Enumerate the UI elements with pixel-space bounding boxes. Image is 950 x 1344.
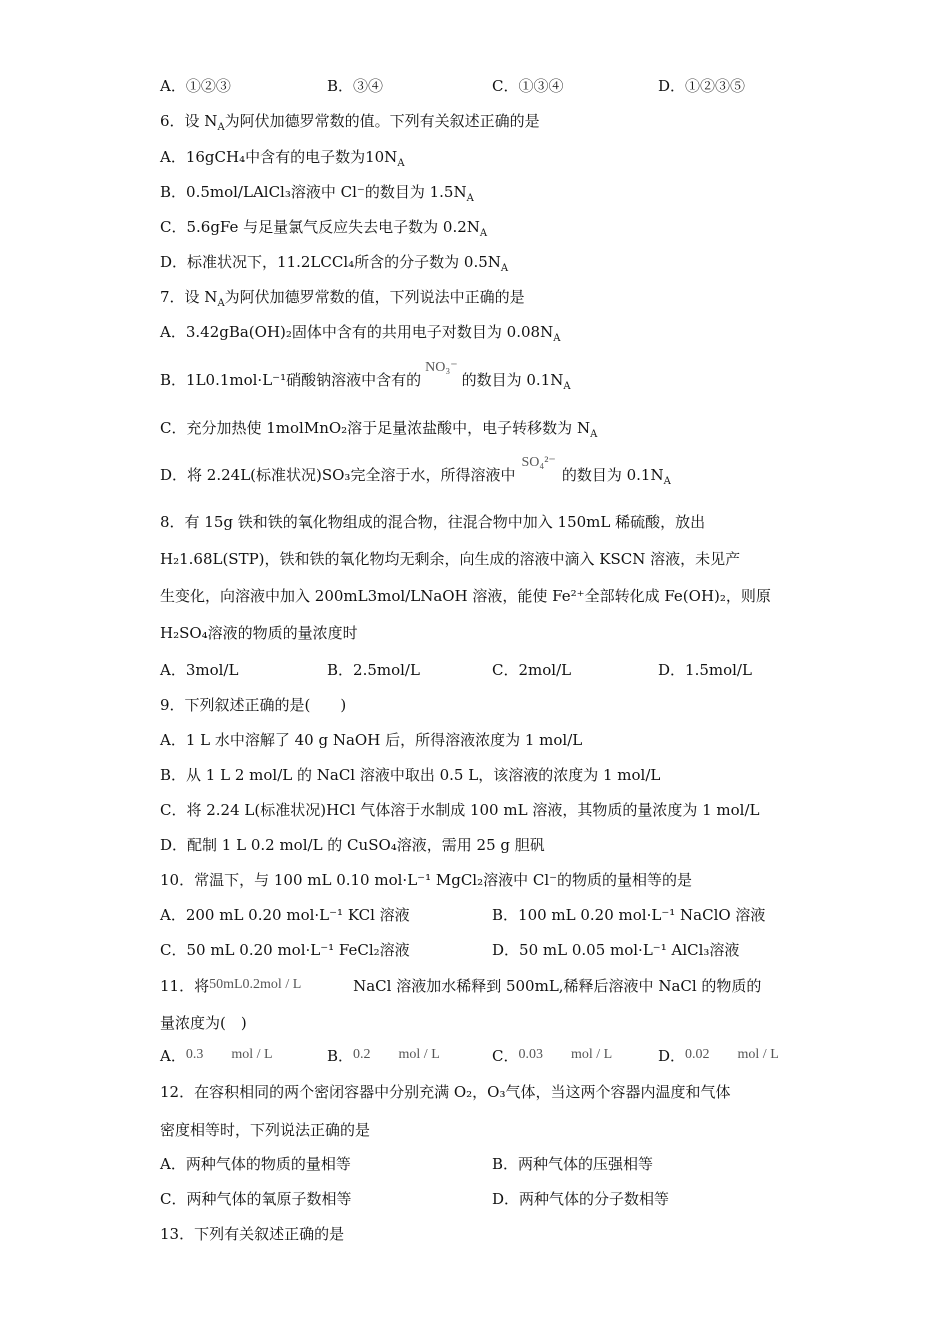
q8-option-b: B．2.5mol/L	[327, 661, 420, 679]
q6-option-d: D．标准状况下，11.2LCCl₄所含的分子数为 $0.5N_A$	[160, 253, 509, 274]
q12-stem-line1: 12．在容积相同的两个密闭容器中分别充满 O₂，O₃气体，当这两个容器内温度和气体	[160, 1083, 731, 1101]
q10-option-a: A．200 mL 0.20 mol·L⁻¹ KCl 溶液	[160, 906, 410, 924]
q8-option-d: D．1.5mol/L	[658, 661, 752, 679]
q8-stem-line1: 8．有 15g 铁和铁的氧化物组成的混合物，往混合物中加入 150mL 稀硫酸，放出	[160, 513, 706, 531]
q8-stem-line3: 生变化，向溶液中加入 200mL3mol/LNaOH 溶液，能使 Fe²⁺全部转化成 Fe(OH)₂，则原	[160, 587, 771, 605]
q6-option-c: C．5.6gFe 与足量氯气反应失去电子数为 $0.2N_A$	[160, 218, 488, 239]
q9-option-c: C．将 2.24 L(标准状况)HCl 气体溶于水制成 100 mL 溶液，其物质的量浓度为 1 mol/L	[160, 801, 760, 819]
q11-stem-line2: 量浓度为( )	[160, 1014, 247, 1032]
q11-stem: 11．将50mL0.2mol / L NaCl 溶液加水稀释到 500mL,稀释后溶液中 NaCl 的物质的	[160, 977, 762, 995]
q11-option-d: D．0.02 mol / L	[658, 1047, 779, 1065]
q9-stem: 9．下列叙述正确的是( )	[160, 696, 347, 714]
q12-option-a: A．两种气体的物质的量相等	[160, 1155, 351, 1173]
sulfate-ion: SO₄²⁻	[521, 455, 556, 470]
q7-option-b: B．1L0.1mol·L⁻¹硝酸钠溶液中含有的NO₃⁻的数目为 $0.1N_A$	[160, 360, 571, 392]
q7-option-d: D．将 2.24L(标准状况)SO₃完全溶于水，所得溶液中SO₄²⁻的数目为 $0.1N_A$	[160, 455, 671, 487]
q10-option-d: D．50 mL 0.05 mol·L⁻¹ AlCl₃溶液	[492, 941, 740, 959]
q7-option-c: C．充分加热使 1molMnO₂溶于足量浓盐酸中，电子转移数为 $N_A$	[160, 419, 598, 440]
q10-stem: 10．常温下，与 100 mL 0.10 mol·L⁻¹ MgCl₂溶液中 Cl⁻的物质的量相等的是	[160, 871, 693, 889]
q5-option-d: D．①②③⑤	[658, 77, 746, 95]
q12-option-d: D．两种气体的分子数相等	[492, 1190, 670, 1208]
q5-option-c: C．①③④	[492, 77, 564, 95]
q13-stem: 13．下列有关叙述正确的是	[160, 1225, 345, 1243]
q5-option-b: B．③④	[327, 77, 384, 95]
q9-option-a: A．1 L 水中溶解了 40 g NaOH 后，所得溶液浓度为 1 mol/L	[160, 731, 583, 749]
q9-option-b: B．从 1 L 2 mol/L 的 NaCl 溶液中取出 0.5 L，该溶液的浓度为 1 mol/L	[160, 766, 661, 784]
q11-option-b: B．0.2 mol / L	[327, 1047, 440, 1065]
q8-option-c: C．2mol/L	[492, 661, 572, 679]
q10-option-b: B．100 mL 0.20 mol·L⁻¹ NaClO 溶液	[492, 906, 766, 924]
q7-option-a: A．3.42gBa(OH)₂固体中含有的共用电子对数目为 $0.08N_A$	[160, 323, 561, 344]
q10-option-c: C．50 mL 0.20 mol·L⁻¹ FeCl₂溶液	[160, 941, 410, 959]
q6-option-a: A．16gCH₄中含有的电子数为$10N_A$	[160, 148, 405, 169]
q12-option-c: C．两种气体的氧原子数相等	[160, 1190, 352, 1208]
q6-stem: 6．设 $N_A$为阿伏加德罗常数的值。下列有关叙述正确的是	[160, 112, 540, 133]
q12-option-b: B．两种气体的压强相等	[492, 1155, 654, 1173]
q5-option-a: A．①②③	[160, 77, 231, 95]
q12-stem-line2: 密度相等时，下列说法正确的是	[160, 1121, 371, 1139]
q8-stem-line2: H₂1.68L(STP)，铁和铁的氧化物均无剩余，向生成的溶液中滴入 KSCN 溶液，未见产	[160, 550, 741, 568]
q8-stem-line4: H₂SO₄溶液的物质的量浓度时	[160, 624, 358, 642]
q11-option-a: A．0.3 mol / L	[160, 1047, 273, 1065]
q9-option-d: D．配制 1 L 0.2 mol/L 的 CuSO₄溶液，需用 25 g 胆矾	[160, 836, 545, 854]
q8-option-a: A．3mol/L	[160, 661, 239, 679]
q11-option-c: C．0.03 mol / L	[492, 1047, 613, 1065]
nitrate-ion: NO₃⁻	[425, 360, 458, 375]
q7-stem: 7．设 $N_A$为阿伏加德罗常数的值，下列说法中正确的是	[160, 288, 525, 309]
q6-option-b: B．0.5mol/LAlCl₃溶液中 Cl⁻的数目为 $1.5N_A$	[160, 183, 474, 204]
q11-concentration-expr: 50mL0.2mol / L	[209, 977, 302, 992]
